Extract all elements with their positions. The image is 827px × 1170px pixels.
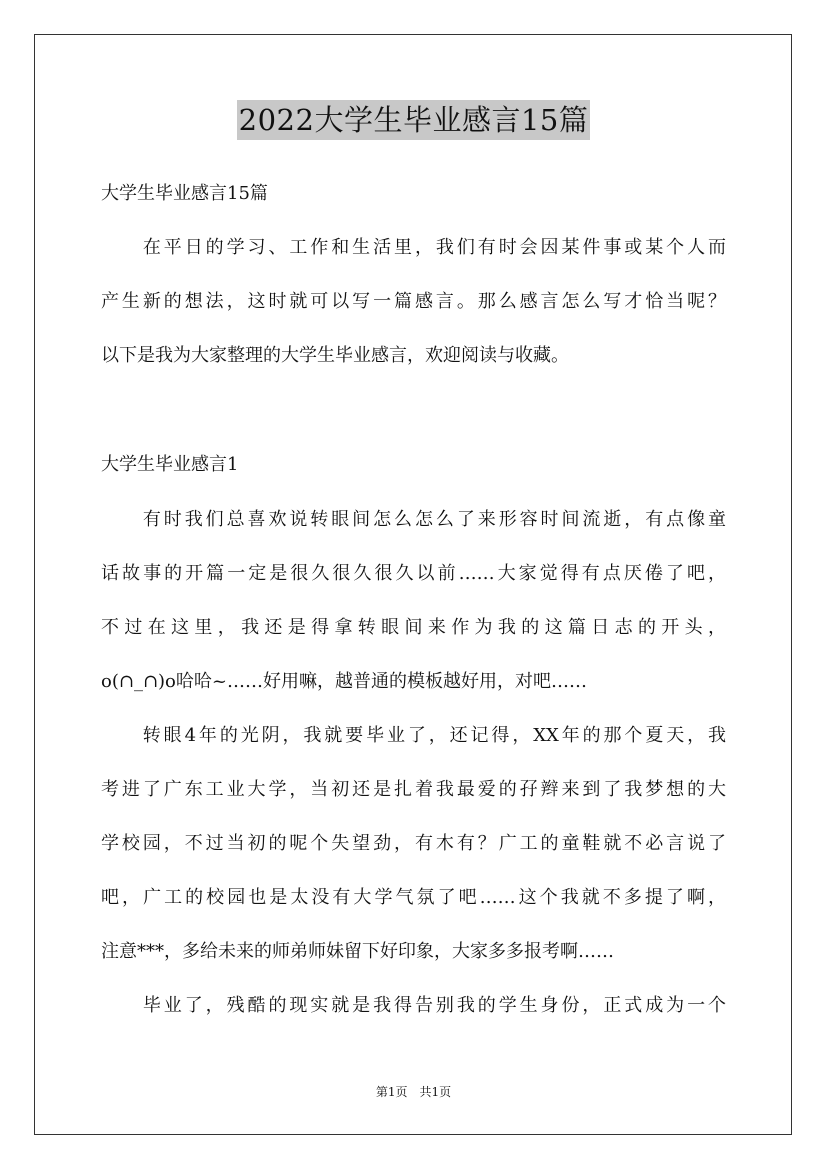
paragraph-line: 考进了广东工业大学，当初还是扎着我最爱的孖辫来到了我梦想的大 (101, 779, 726, 800)
title-container (0, 100, 827, 140)
paragraph-line: 学校园，不过当初的呢个失望劲，有木有？广工的童鞋就不必言说了 (101, 833, 726, 854)
paragraph-line: o(∩_∩)o哈哈~……好用嘛，越普通的模板越好用，对吧…… (101, 671, 587, 692)
subtitle-line: 大学生毕业感言15篇 (101, 183, 268, 204)
paragraph-line: 注意***，多给未来的师弟师妹留下好印象，大家多多报考啊…… (101, 941, 614, 962)
paragraph-line: 毕业了，残酷的现实就是我得告别我的学生身份，正式成为一个 (101, 995, 726, 1016)
paragraph-line: 转眼4年的光阴，我就要毕业了，还记得，XX年的那个夏天，我 (101, 725, 726, 746)
paragraph-line: 在平日的学习、工作和生活里，我们有时会因某件事或某个人而 (101, 237, 726, 258)
section-heading: 大学生毕业感言1 (101, 454, 239, 475)
paragraph-line: 吧，广工的校园也是太没有大学气氛了吧……这个我就不多提了啊， (101, 887, 726, 908)
document-title: 2022大学生毕业感言15篇 (237, 100, 591, 140)
paragraph-line: 以下是我为大家整理的大学生毕业感言，欢迎阅读与收藏。 (101, 345, 569, 366)
page-number-footer: 第1页 共1页 (375, 1085, 452, 1099)
paragraph-line: 话故事的开篇一定是很久很久很久以前……大家觉得有点厌倦了吧， (101, 563, 726, 584)
paragraph-line: 有时我们总喜欢说转眼间怎么怎么了来形容时间流逝，有点像童 (101, 509, 726, 530)
paragraph-line: 产生新的想法，这时就可以写一篇感言。那么感言怎么写才恰当呢？ (101, 291, 726, 312)
paragraph-line: 不过在这里，我还是得拿转眼间来作为我的这篇日志的开头， (101, 617, 726, 638)
